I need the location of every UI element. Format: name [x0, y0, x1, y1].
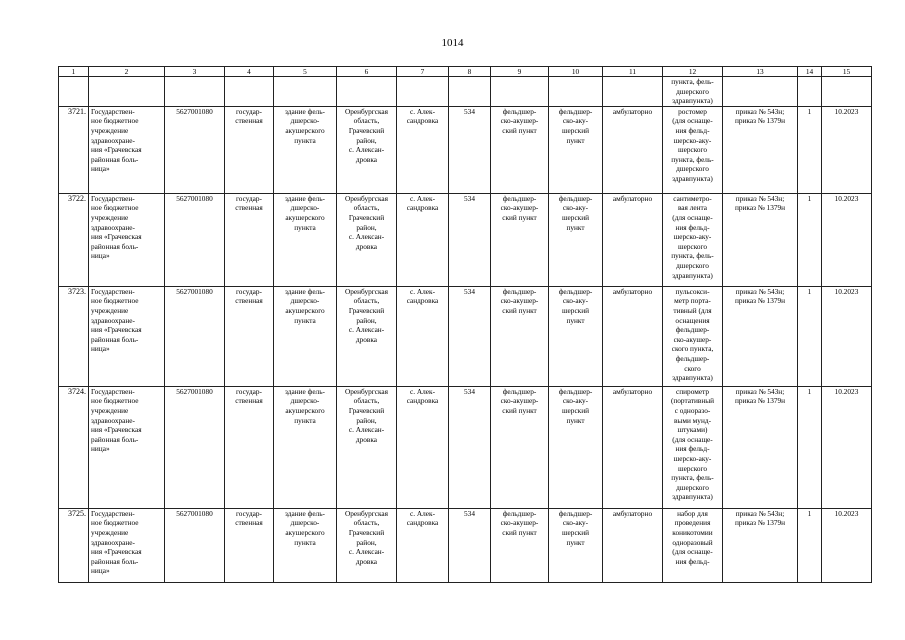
equipment-cell: пульсокси- метр порта- тивный (для оснащения фельдшер- ско-акушер- ского пункта, фельдшер- ского здравпункта) — [663, 286, 723, 386]
row-number: 3724. — [59, 386, 89, 508]
organization-cell: Государствен- ное бюджетное учреждение здравоохране- ния «Грачевская районная боль- ница» — [89, 508, 165, 582]
date-cell: 10.2023 — [822, 193, 872, 286]
locality-cell: с. Алек- сандровка — [397, 508, 449, 582]
locality-cell: с. Алек- сандровка — [397, 386, 449, 508]
column-header: 11 — [603, 67, 663, 77]
unit-type-cell: фельдшер- ско-аку- шерский пункт — [549, 508, 603, 582]
column-header: 14 — [798, 67, 822, 77]
code-cell: 534 — [449, 386, 491, 508]
column-header: 3 — [165, 67, 225, 77]
code-cell: 534 — [449, 508, 491, 582]
code-cell: 534 — [449, 106, 491, 193]
ownership-cell: государ- ственная — [225, 508, 274, 582]
quantity-cell: 1 — [798, 508, 822, 582]
inn-cell: 5627001080 — [165, 193, 225, 286]
inn-cell: 5627001080 — [165, 106, 225, 193]
column-header: 15 — [822, 67, 872, 77]
column-numbers-row — [59, 67, 872, 77]
page-number: 1014 — [441, 37, 464, 49]
unit-type-cell: фельдшер- ско-аку- шерский пункт — [549, 193, 603, 286]
column-header: 6 — [337, 67, 397, 77]
locality-cell: с. Алек- сандровка — [397, 193, 449, 286]
ownership-cell: государ- ственная — [225, 193, 274, 286]
column-header: 12 — [663, 67, 723, 77]
mode-cell: амбулаторно — [603, 106, 663, 193]
inn-cell: 5627001080 — [165, 508, 225, 582]
order-cell: приказ № 543н; приказ № 1379н — [723, 386, 798, 508]
table-row — [59, 386, 872, 508]
column-header: 2 — [89, 67, 165, 77]
unit-type-cell: фельдшер- ско-аку- шерский пункт — [549, 286, 603, 386]
table-row — [59, 106, 872, 193]
mode-cell: амбулаторно — [603, 193, 663, 286]
quantity-cell: 1 — [798, 386, 822, 508]
organization-cell: Государствен- ное бюджетное учреждение здравоохране- ния «Грачевская районная боль- ница» — [89, 386, 165, 508]
locality-cell: с. Алек- сандровка — [397, 106, 449, 193]
unit-cell: фельдшер- ско-акушер- ский пункт — [491, 386, 549, 508]
column-header: 8 — [449, 67, 491, 77]
ownership-cell: государ- ственная — [225, 286, 274, 386]
address-cell: Оренбургская область, Грачевский район, с. Алексан- дровка — [337, 508, 397, 582]
organization-cell: Государствен- ное бюджетное учреждение здравоохране- ния «Грачевская районная боль- ница» — [89, 106, 165, 193]
order-cell: приказ № 543н; приказ № 1379н — [723, 106, 798, 193]
table-row — [59, 286, 872, 386]
column-header: 9 — [491, 67, 549, 77]
organization-cell: Государствен- ное бюджетное учреждение здравоохране- ния «Грачевская районная боль- ница» — [89, 193, 165, 286]
column-header: 13 — [723, 67, 798, 77]
row-number: 3725. — [59, 508, 89, 582]
date-cell: 10.2023 — [822, 286, 872, 386]
address-cell: Оренбургская область, Грачевский район, с. Алексан- дровка — [337, 106, 397, 193]
address-cell: Оренбургская область, Грачевский район, с. Алексан- дровка — [337, 386, 397, 508]
row-number: 3722. — [59, 193, 89, 286]
row-number: 3723. — [59, 286, 89, 386]
building-cell: здание фель- дшерско- акушерского пункта — [274, 193, 337, 286]
building-cell: здание фель- дшерско- акушерского пункта — [274, 386, 337, 508]
equipment-cell: спирометр (портативный с одноразо- выми мунд- штуками) (для оснаще- ния фельд- шерско-аку- шерского пункта, фель- дшерского здравпункта) — [663, 386, 723, 508]
inn-cell: 5627001080 — [165, 386, 225, 508]
quantity-cell: 1 — [798, 193, 822, 286]
equipment-cell: сантиметро- вая лента (для оснаще- ния фельд- шерско-аку- шерского пункта, фель- дшерского здравпункта) — [663, 193, 723, 286]
address-cell: Оренбургская область, Грачевский район, с. Алексан- дровка — [337, 286, 397, 386]
column-header: 5 — [274, 67, 337, 77]
quantity-cell: 1 — [798, 286, 822, 386]
locality-cell: с. Алек- сандровка — [397, 286, 449, 386]
equipment-cell: набор для проведения коникотомии одноразовый (для оснаще- ния фельд- — [663, 508, 723, 582]
unit-type-cell: фельдшер- ско-аку- шерский пункт — [549, 386, 603, 508]
address-cell: Оренбургская область, Грачевский район, с. Алексан- дровка — [337, 193, 397, 286]
column-header: 10 — [549, 67, 603, 77]
column-header: 4 — [225, 67, 274, 77]
code-cell: 534 — [449, 286, 491, 386]
mode-cell: амбулаторно — [603, 386, 663, 508]
equipment-cell: пункта, фель- дшерского здравпункта) — [663, 77, 723, 107]
date-cell: 10.2023 — [822, 508, 872, 582]
ownership-cell: государ- ственная — [225, 106, 274, 193]
unit-cell: фельдшер- ско-акушер- ский пункт — [491, 508, 549, 582]
table-row — [59, 508, 872, 582]
continuation-row — [59, 77, 872, 107]
order-cell: приказ № 543н; приказ № 1379н — [723, 193, 798, 286]
equipment-cell: ростомер (для оснаще- ния фельд- шерско-аку- шерского пункта, фель- дшерского здравпункта) — [663, 106, 723, 193]
building-cell: здание фель- дшерско- акушерского пункта — [274, 286, 337, 386]
date-cell: 10.2023 — [822, 386, 872, 508]
unit-cell: фельдшер- ско-акушер- ский пункт — [491, 106, 549, 193]
mode-cell: амбулаторно — [603, 286, 663, 386]
unit-cell: фельдшер- ско-акушер- ский пункт — [491, 193, 549, 286]
row-number: 3721. — [59, 106, 89, 193]
unit-type-cell: фельдшер- ско-аку- шерский пункт — [549, 106, 603, 193]
quantity-cell: 1 — [798, 106, 822, 193]
order-cell: приказ № 543н; приказ № 1379н — [723, 286, 798, 386]
organization-cell: Государствен- ное бюджетное учреждение здравоохране- ния «Грачевская районная боль- ница» — [89, 286, 165, 386]
building-cell: здание фель- дшерско- акушерского пункта — [274, 508, 337, 582]
table-row — [59, 193, 872, 286]
code-cell: 534 — [449, 193, 491, 286]
registry-table — [58, 66, 872, 583]
mode-cell: амбулаторно — [603, 508, 663, 582]
column-header: 1 — [59, 67, 89, 77]
building-cell: здание фель- дшерско- акушерского пункта — [274, 106, 337, 193]
order-cell: приказ № 543н; приказ № 1379н — [723, 508, 798, 582]
inn-cell: 5627001080 — [165, 286, 225, 386]
column-header: 7 — [397, 67, 449, 77]
unit-cell: фельдшер- ско-акушер- ский пункт — [491, 286, 549, 386]
date-cell: 10.2023 — [822, 106, 872, 193]
ownership-cell: государ- ственная — [225, 386, 274, 508]
